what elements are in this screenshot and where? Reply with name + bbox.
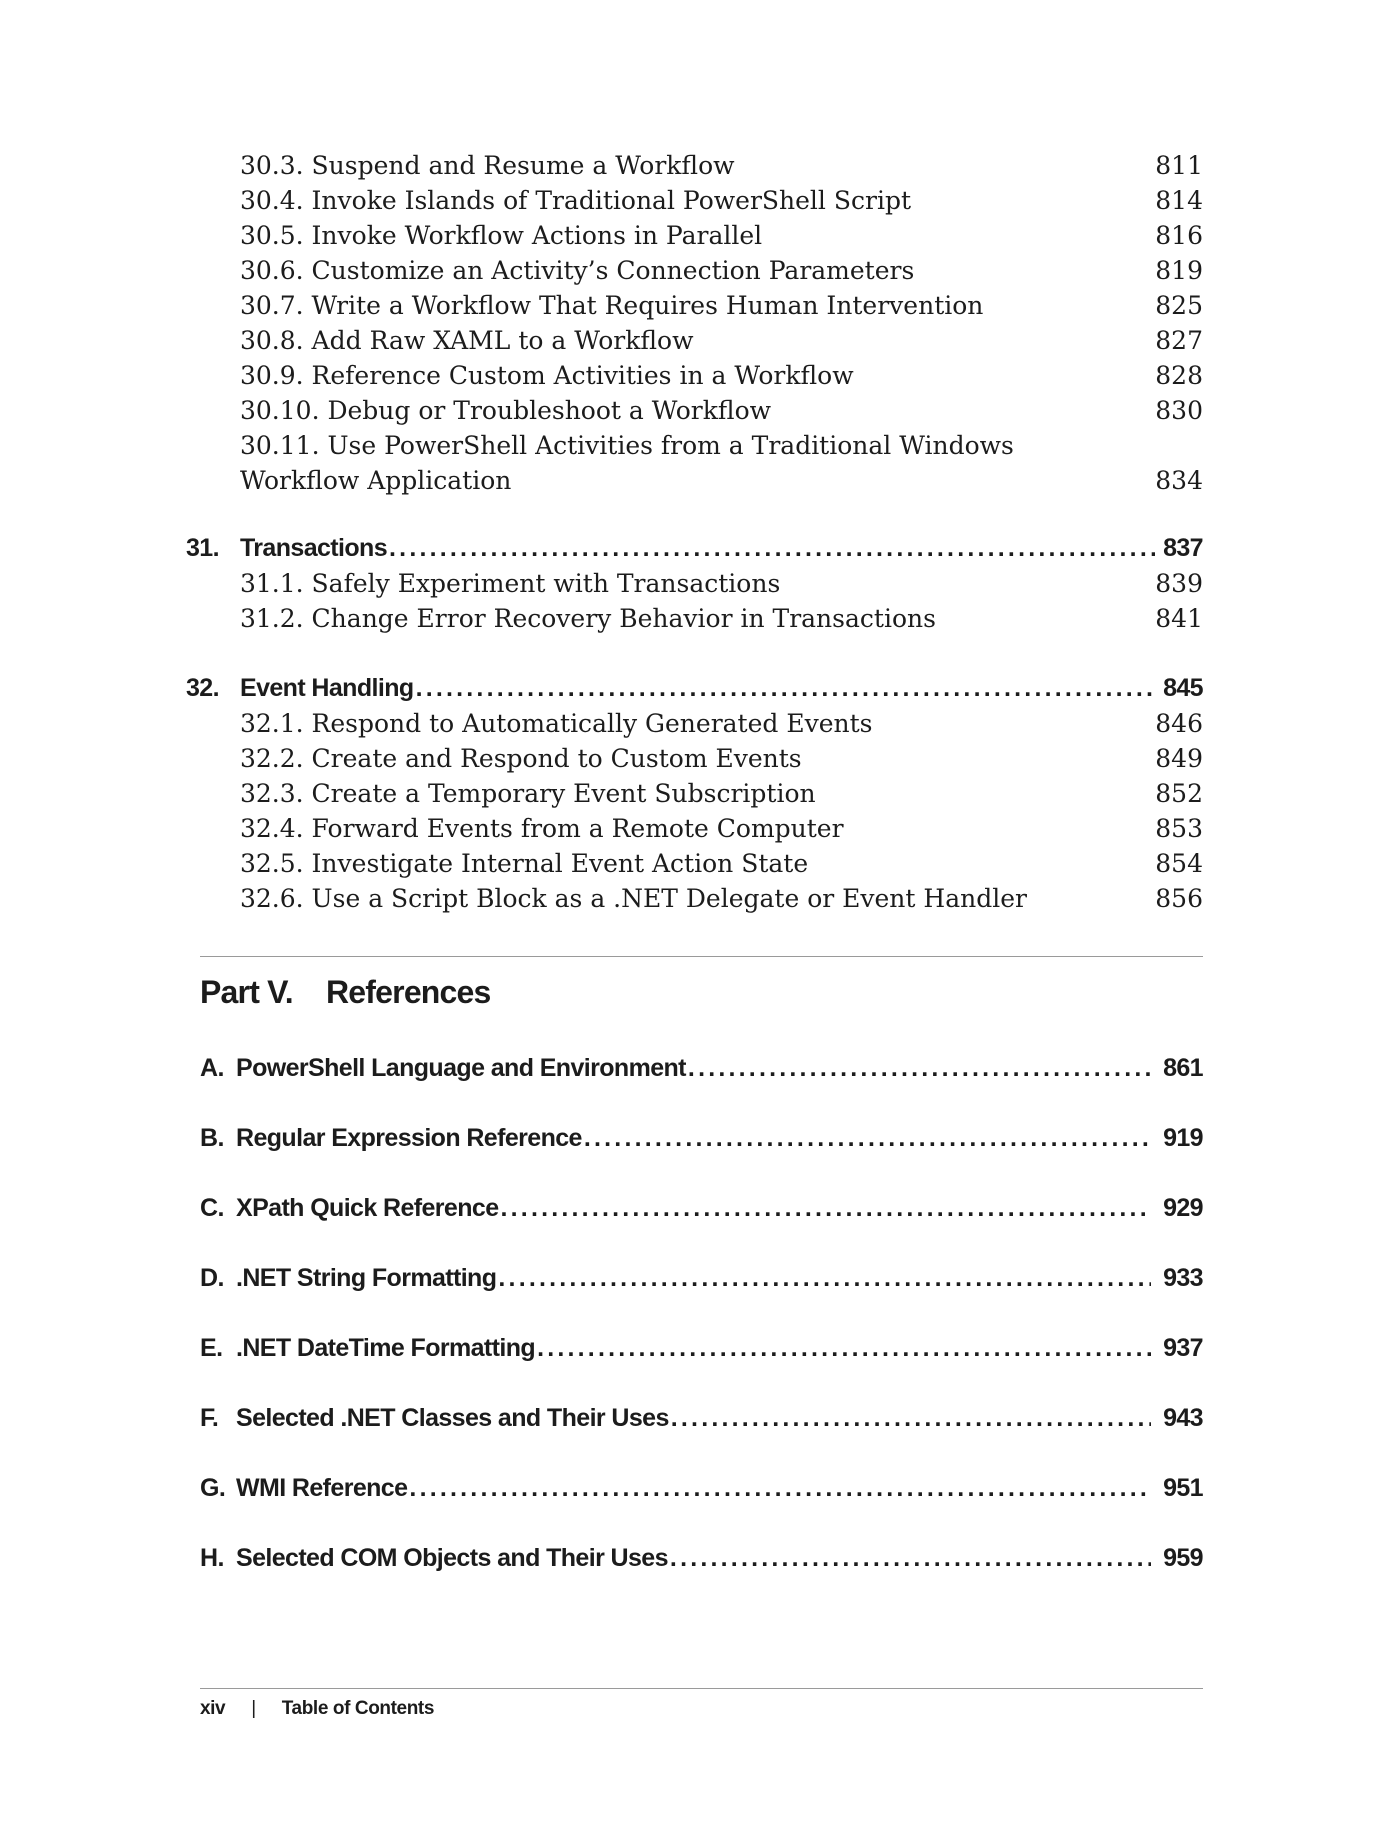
subentry-page: 825: [1155, 291, 1203, 320]
toc-appendix[interactable]: [200, 1260, 1203, 1296]
toc-subentry[interactable]: [240, 323, 1203, 358]
subentry-page: 830: [1155, 396, 1203, 425]
appendix-letter: H.: [200, 1544, 224, 1572]
subentry-title: 32.5. Investigate Internal Event Action State: [240, 849, 809, 878]
toc-appendix[interactable]: [200, 1190, 1203, 1226]
chapter-number: 32.: [186, 674, 219, 702]
toc-subentry[interactable]: [240, 846, 1203, 881]
subentry-title: 31.2. Change Error Recovery Behavior in Transactions: [240, 604, 936, 633]
toc-subentry[interactable]: [240, 288, 1203, 323]
toc-subentry[interactable]: [240, 183, 1203, 218]
appendix-page: 933: [1163, 1264, 1203, 1292]
toc-subentry[interactable]: [240, 253, 1203, 288]
chapter-32-subsections: [240, 706, 1203, 916]
chapter-number: 31.: [186, 534, 219, 562]
subentry-title: 30.3. Suspend and Resume a Workflow: [240, 151, 735, 180]
subentry-title: 30.10. Debug or Troubleshoot a Workflow: [240, 396, 772, 425]
toc-appendix[interactable]: [200, 1400, 1203, 1436]
subentry-title: 30.4. Invoke Islands of Traditional PowerShell Script: [240, 186, 911, 215]
toc-appendix[interactable]: [200, 1470, 1203, 1506]
appendix-title: Selected .NET Classes and Their Uses: [236, 1404, 669, 1432]
toc-appendix[interactable]: [200, 1330, 1203, 1366]
subentry-page: 814: [1155, 186, 1203, 215]
dot-leader: [584, 1120, 1151, 1156]
appendix-title: .NET DateTime Formatting: [236, 1334, 536, 1362]
subentry-page: 816: [1155, 221, 1203, 250]
toc-subentry[interactable]: [240, 428, 1203, 498]
chapter-title: Transactions: [240, 534, 388, 562]
toc-subentry[interactable]: [240, 776, 1203, 811]
subentry-page: 834: [1155, 466, 1203, 495]
subentry-page: 854: [1155, 849, 1203, 878]
subentry-page: 828: [1155, 361, 1203, 390]
appendix-page: 861: [1163, 1054, 1203, 1082]
toc-chapter-31[interactable]: [186, 530, 1203, 566]
subentry-title: 30.7. Write a Workflow That Requires Human Intervention: [240, 291, 984, 320]
appendix-title: XPath Quick Reference: [236, 1194, 499, 1222]
dot-leader: [537, 1330, 1151, 1366]
chapter-page: 837: [1163, 534, 1203, 562]
subentry-title: 30.5. Invoke Workflow Actions in Parallel: [240, 221, 763, 250]
dot-leader: [671, 1400, 1151, 1436]
appendix-title: Selected COM Objects and Their Uses: [236, 1544, 668, 1572]
chapter-title: Event Handling: [240, 674, 414, 702]
subentry-title: 32.4. Forward Events from a Remote Computer: [240, 814, 844, 843]
subentry-page: 827: [1155, 326, 1203, 355]
subentry-title: 30.8. Add Raw XAML to a Workflow: [240, 326, 694, 355]
subentry-page: 856: [1155, 884, 1203, 913]
toc-chapter-32[interactable]: [186, 670, 1203, 706]
appendix-letter: D.: [200, 1264, 224, 1292]
appendix-letter: A.: [200, 1054, 224, 1082]
subentry-title: 32.2. Create and Respond to Custom Events: [240, 744, 802, 773]
subentry-page: 841: [1155, 604, 1203, 633]
toc-appendix[interactable]: [200, 1050, 1203, 1086]
subentry-title: 30.11. Use PowerShell Activities from a Traditional Windows Workflow Application: [240, 431, 1014, 495]
appendix-title: WMI Reference: [236, 1474, 408, 1502]
appendix-letter: F.: [200, 1404, 219, 1432]
subentry-page: 811: [1155, 151, 1203, 180]
dot-leader: [389, 530, 1155, 566]
appendix-page: 951: [1163, 1474, 1203, 1502]
subentry-page: 846: [1155, 709, 1203, 738]
appendix-letter: C.: [200, 1194, 224, 1222]
footer-section-title: Table of Contents: [281, 1698, 434, 1719]
appendix-page: 959: [1163, 1544, 1203, 1572]
part-divider: [200, 956, 1203, 957]
subentry-title: 32.6. Use a Script Block as a .NET Delegate or Event Handler: [240, 884, 1027, 913]
part-label: Part V.: [200, 974, 293, 1010]
appendix-page: 943: [1163, 1404, 1203, 1432]
appendix-page: 919: [1163, 1124, 1203, 1152]
toc-appendix[interactable]: [200, 1540, 1203, 1576]
subentry-title: 32.3. Create a Temporary Event Subscription: [240, 779, 816, 808]
dot-leader: [498, 1260, 1151, 1296]
part-heading[interactable]: [200, 972, 491, 1012]
dot-leader: [409, 1470, 1151, 1506]
chapter-31-subsections: [240, 566, 1203, 636]
toc-appendix[interactable]: [200, 1120, 1203, 1156]
toc-subentry[interactable]: [240, 706, 1203, 741]
appendix-page: 929: [1163, 1194, 1203, 1222]
appendix-letter: B.: [200, 1124, 224, 1152]
appendix-page: 937: [1163, 1334, 1203, 1362]
appendix-letter: G.: [200, 1474, 226, 1502]
page-footer: [200, 1696, 434, 1722]
toc-subentry[interactable]: [240, 741, 1203, 776]
toc-subentry[interactable]: [240, 393, 1203, 428]
subentry-page: 853: [1155, 814, 1203, 843]
subentry-page: 819: [1155, 256, 1203, 285]
subentry-title: 32.1. Respond to Automatically Generated Events: [240, 709, 873, 738]
appendix-title: PowerShell Language and Environment: [236, 1054, 686, 1082]
subentry-title: 30.6. Customize an Activity’s Connection Parameters: [240, 256, 915, 285]
toc-subentry[interactable]: [240, 601, 1203, 636]
footer-separator: |: [251, 1698, 256, 1719]
toc-subentry[interactable]: [240, 148, 1203, 183]
toc-subentry[interactable]: [240, 811, 1203, 846]
appendix-title: .NET String Formatting: [236, 1264, 497, 1292]
subentry-page: 839: [1155, 569, 1203, 598]
toc-subentry[interactable]: [240, 566, 1203, 601]
subentry-page: 849: [1155, 744, 1203, 773]
dot-leader: [416, 670, 1156, 706]
appendix-letter: E.: [200, 1334, 223, 1362]
footer-page-number: xiv: [200, 1698, 226, 1719]
toc-subentry[interactable]: [240, 881, 1203, 916]
appendix-title: Regular Expression Reference: [236, 1124, 582, 1152]
footer-rule: [200, 1688, 1203, 1689]
chapter-page: 845: [1163, 674, 1203, 702]
dot-leader: [670, 1540, 1151, 1576]
chapter-30-subsections: [240, 148, 1203, 498]
subentry-title: 31.1. Safely Experiment with Transactions: [240, 569, 781, 598]
part-title: References: [326, 974, 491, 1010]
toc-subentry[interactable]: [240, 218, 1203, 253]
toc-subentry[interactable]: [240, 358, 1203, 393]
subentry-page: 852: [1155, 779, 1203, 808]
dot-leader: [501, 1190, 1152, 1226]
dot-leader: [688, 1050, 1151, 1086]
subentry-title: 30.9. Reference Custom Activities in a Workflow: [240, 361, 854, 390]
